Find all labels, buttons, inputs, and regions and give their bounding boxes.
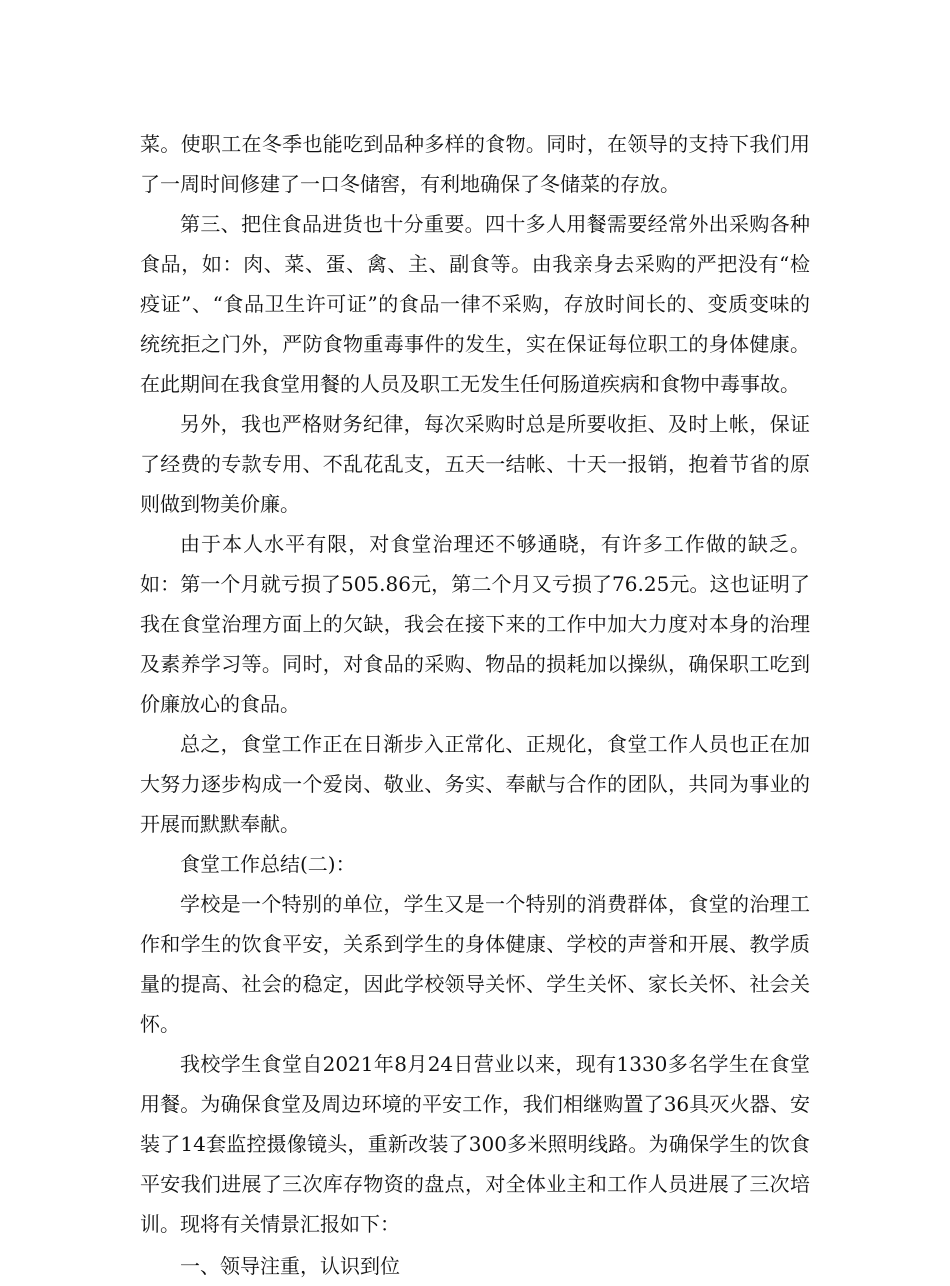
- paragraph-continuation: 菜。使职工在冬季也能吃到品种多样的食物。同时，在领导的支持下我们用了一周时间修建了一口冬储窖，有利地确保了冬储菜的存放。: [140, 132, 810, 196]
- paragraph-food-purchasing: 第三、把住食品进货也十分重要。四十多人用餐需要经常外出采购各种食品，如：肉、菜、蛋、禽、主、副食等。由我亲身去采购的严把没有“检疫证”、“食品卫生许可证”的食品一律不采购，存放时间长的、变质变味的统统拒之门外，严防食物重毒事件的发生，实在保证每位职工的身体健康。在此期间在我食堂用餐的人员及职工无发生任何肠道疾病和食物中毒事故。: [140, 212, 810, 396]
- paragraph-school-intro: 学校是一个特别的单位，学生又是一个特别的消费群体，食堂的治理工作和学生的饮食平安，关系到学生的身体健康、学校的声誉和开展、教学质量的提高、社会的稳定，因此学校领导关怀、学生关怀、家长关怀、社会关怀。: [140, 892, 810, 1036]
- paragraph-finance-discipline: 另外，我也严格财务纪律，每次采购时总是所要收拒、及时上帐，保证了经费的专款专用、不乱花乱支，五天一结帐、十天一报销，抱着节省的原则做到物美价廉。: [140, 412, 810, 516]
- document-body: [140, 124, 810, 1286]
- paragraph-shortcomings: 由于本人水平有限，对食堂治理还不够通晓，有许多工作做的缺乏。如：第一个月就亏损了505.86元，第二个月又亏损了76.25元。这也证明了我在食堂治理方面上的欠缺，我会在接下来的工作中加大力度对本身的治理及素养学习等。同时，对食品的采购、物品的损耗加以操纵，确保职工吃到价廉放心的食品。: [140, 532, 810, 716]
- paragraph-school-canteen-facts: 我校学生食堂自2021年8月24日营业以来，现有1330多名学生在食堂用餐。为确保食堂及周边环境的平安工作，我们相继购置了36具灭火器、安装了14套监控摄像镜头，重新改装了300多米照明线路。为确保学生的饮食平安我们进展了三次库存物资的盘点，对全体业主和工作人员进展了三次培训。现将有关情景汇报如下：: [140, 1052, 810, 1236]
- paragraph-conclusion: 总之，食堂工作正在日渐步入正常化、正规化，食堂工作人员也正在加大努力逐步构成一个爱岗、敬业、务实、奉献与合作的团队，共同为事业的开展而默默奉献。: [140, 732, 810, 836]
- section-heading-leadership: 一、领导注重，认识到位: [180, 1254, 400, 1278]
- section-title-summary-two: 食堂工作总结(二)：: [180, 852, 356, 876]
